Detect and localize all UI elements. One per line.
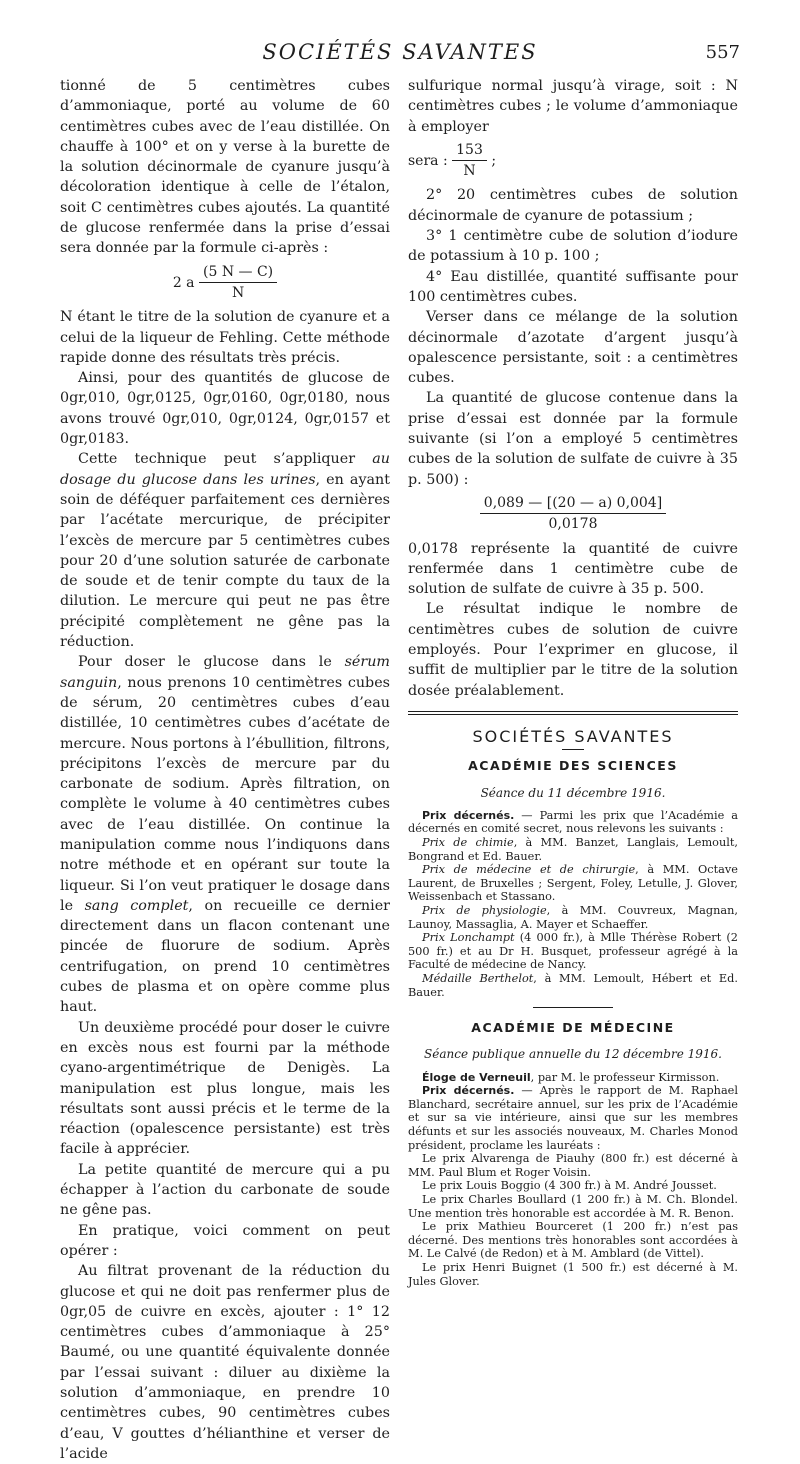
paragraph	[408, 972, 738, 999]
formula-sera	[408, 140, 738, 182]
text-run: Cette technique peut s’appliquer	[78, 451, 373, 468]
paragraph: tionné de 5 centimètres cubes d’ammoniaque, porté au volume de 60 centimètres cubes avec de l’eau distillée. On chauffe à 100° et on y verse à la burette de la solution décinormale de cyanure jusqu’à décoloration identique à celle de l’étalon, soit C centimètres cubes ajoutés. La quantité de glucose renfermée dans la prise d’essai sera donnée par la formule ci-après :	[60, 78, 390, 257]
text-run: — Parmi les prix que l’Académie a décernés en comité secret, nous relevons les suivants :	[408, 808, 738, 836]
paragraph: 0,0178 représente la quantité de cuivre renfermée dans 1 centimètre cube de solution de sulfate de cuivre à 35 p. 500.	[408, 540, 738, 598]
title-rule	[562, 749, 584, 750]
fraction	[199, 262, 277, 304]
seance-date: Séance publique annuelle du 12 décembre 1916.	[424, 1047, 722, 1062]
paragraph: N étant le titre de la solution de cyanure et a celui de la liqueur de Fehling. Cette méthode rapide donne des résultats très précis.	[60, 309, 390, 366]
paragraph: La quantité de glucose contenue dans la prise d’essai est donnée par la formule suivante (si l’on a employé 5 centimètres cubes de la solution de sulfate de cuivre à 35 p. 500) :	[408, 390, 738, 488]
paragraph: Le résultat indique le nombre de centimètres cubes de solution de cuivre employés. Pour l’exprimer en glucose, il suffit de multiplier par le titre de la solution dosée préalablement.	[408, 601, 738, 699]
text-run: , à MM. Banzet, Langlais, Lemoult, Bongrand et Ed. Bauer.	[408, 835, 739, 863]
fraction-numerator: 153	[452, 140, 487, 161]
section-divider	[408, 711, 738, 715]
academie-sciences	[408, 756, 738, 999]
lead-in: Éloge de Verneuil	[422, 1070, 531, 1084]
paragraph	[408, 1084, 738, 1152]
running-head	[60, 40, 740, 70]
emphasis: sang complet	[84, 897, 189, 914]
academy-title: ACADÉMIE DES SCIENCES	[468, 758, 678, 774]
text-run: (4 000 fr.), à Mlle Thérèse Robert (2 500 fr.) et au Dr H. Busquet, professeur agrégé à la Faculté de médecine de Nancy.	[408, 931, 738, 972]
paragraph	[60, 449, 390, 652]
paragraph: Ainsi, pour des quantités de glucose de 0gr,010, 0gr,0125, 0gr,0160, 0gr,0180, nous avons trouvé 0gr,010, 0gr,0124, 0gr,0157 et 0gr,0183.	[60, 370, 390, 448]
emphasis: Prix de médecine et de chirurgie	[422, 863, 636, 877]
text-run: — Après le rapport de M. Raphael Blanchard, secrétaire annuel, sur les prix de l’Académie et sur sa vie intérieure, ainsi que sur les membres défunts et sur les associés nouveaux, M. Charles Monod président, proclame les lauréats :	[408, 1084, 738, 1152]
paragraph	[408, 904, 738, 931]
list-item: Le prix Charles Boullard (1 200 fr.) à M. Ch. Blondel. Une mention très honorable est accordée à M. R. Benon.	[408, 1193, 738, 1220]
formula-cuivre	[408, 493, 738, 535]
formula-glucose	[60, 262, 390, 304]
academy-body	[408, 809, 738, 999]
text-run: , on recueille ce dernier directement dans un flacon contenant une pincée de fluorure de sodium. Après centrifugation, on prend 10 centimètres cubes de plasma et on opère comme plus haut.	[60, 897, 390, 1016]
formula-prefix: sera :	[408, 152, 448, 169]
fraction-numerator: 0,089 — [(20 — a) 0,004]	[480, 493, 666, 514]
lead-in: Prix décernés.	[422, 808, 515, 822]
fraction-numerator: (5 N — C)	[199, 262, 277, 283]
left-column	[60, 76, 390, 1464]
emphasis: Médaille Berthelot	[422, 971, 534, 985]
paragraph	[408, 863, 738, 904]
academie-medecine	[408, 1018, 738, 1288]
paragraph	[60, 652, 390, 1017]
academy-title: ACADÉMIE DE MÉDECINE	[471, 1020, 675, 1036]
text-run: , à MM. Lemoult, Hébert et Ed. Bauer.	[408, 971, 738, 999]
academy-body	[408, 1071, 738, 1289]
list-item: Le prix Henri Buignet (1 500 fr.) est décerné à M. Jules Glover.	[408, 1261, 738, 1288]
emphasis: Prix de chimie	[422, 835, 514, 849]
right-column	[408, 76, 738, 1288]
paragraph	[408, 931, 738, 972]
text-run: , nous prenons 10 centimètres cubes de sérum, 20 centimètres cubes d’eau distillée, 10 centimètres cubes d’acétate de mercure. Nous portons à l’ébullition, filtrons, précipitons l’excès de mercure par du carbonate de sodium. Après filtration, on complète le volume à 40 centimètres cubes avec de l’eau distillée. On continue la manipulation comme nous l’indiquons dans notre méthode et en opérant sur toute la liqueur. Si l’on veut pratiquer le dosage dans le	[60, 674, 390, 914]
emphasis: au dosage du glucose dans les urines	[60, 451, 390, 488]
section-title: SOCIÉTÉS SAVANTES	[472, 726, 674, 746]
fraction	[452, 140, 487, 182]
emphasis: Prix Lonchampt	[422, 931, 515, 945]
text-run: Pour doser le glucose dans le	[78, 654, 345, 671]
fraction-denominator: 0,0178	[548, 516, 598, 533]
formula-suffix: ;	[491, 152, 497, 169]
paragraph: Au filtrat provenant de la réduction du glucose et qui ne doit pas renfermer plus de 0gr,05 de cuivre en excès, ajouter : 1° 12 centimètres cubes d’ammoniaque à 25° Baumé, ou une quantité équivalente donnée par l’essai suivant : diluer au dixième la solution d’ammoniaque, en prendre 10 centimètres cubes, 90 centimètres cubes d’eau, V gouttes d’hélianthine et verser de l’acide	[60, 1263, 390, 1462]
formula-prefix: 2 a	[172, 274, 195, 291]
paragraph: 3° 1 centimètre cube de solution d’iodure de potassium à 10 p. 100 ;	[408, 228, 738, 265]
fraction-denominator: N	[231, 284, 245, 301]
emphasis: sérum sanguin	[60, 654, 390, 691]
paragraph: La petite quantité de mercure qui a pu échapper à l’action du carbonate de soude ne gêne pas.	[60, 1161, 390, 1219]
paragraph: 4° Eau distillée, quantité suffisante pour 100 centimètres cubes.	[408, 268, 738, 305]
emphasis: Prix de physiologie	[422, 903, 547, 917]
lead-in: Prix décernés.	[422, 1084, 515, 1098]
list-item: Le prix Mathieu Bourceret (1 200 fr.) n’est pas décerné. Des mentions très honorables sont accordées à M. Le Calvé (de Redon) et à M. Amblard (de Vittel).	[408, 1220, 738, 1261]
academy-divider	[533, 1007, 613, 1008]
text-run: , à MM. Couvreux, Magnan, Launoy, Massaglia, A. Mayer et Schaeffer.	[408, 903, 738, 931]
paragraph	[408, 836, 738, 863]
paragraph: 2° 20 centimètres cubes de solution décinormale de cyanure de potassium ;	[408, 187, 738, 224]
paragraph: En pratique, voici comment on peut opérer :	[60, 1222, 390, 1259]
list-item: Le prix Louis Boggio (4 300 fr.) à M. André Jousset.	[422, 1179, 717, 1193]
fraction	[480, 493, 666, 535]
paragraph	[408, 809, 738, 836]
text-run: , par M. le professeur Kirmisson.	[530, 1070, 720, 1084]
fraction-denominator: N	[463, 163, 476, 180]
list-item: Le prix Alvarenga de Piauhy (800 fr.) est décerné à MM. Paul Blum et Roger Voisin.	[408, 1152, 738, 1179]
paragraph	[408, 1071, 738, 1085]
paragraph: Verser dans ce mélange de la solution décinormale d’azotate d’argent jusqu’à opalescence persistante, soit : a centimètres cubes.	[408, 309, 738, 387]
paragraph: sulfurique normal jusqu’à virage, soit : N centimètres cubes ; le volume d’ammoniaque à employer	[408, 78, 738, 135]
running-title: SOCIÉTÉS SAVANTES	[262, 40, 538, 64]
text-run: , à MM. Octave Laurent, de Bruxelles ; Sergent, Foley, Letulle, J. Glover, Weissenbach et Stassano.	[408, 863, 738, 904]
seance-date: Séance du 11 décembre 1916.	[480, 785, 666, 800]
page-number: 557	[705, 42, 740, 63]
text-run: , en ayant soin de déféquer parfaitement ces dernières par l’acétate mercurique, de précipiter l’excès de mercure par 5 centimètres cubes pour 20 d’une solution saturée de carbonate de soude et de tenir compte du taux de la dilution. Le mercure qui peut ne pas être précipité complètement ne gêne pas la réduction.	[60, 471, 390, 651]
paragraph: Un deuxième procédé pour doser le cuivre en excès nous est fourni par la méthode cyano-argentimétrique de Denigès. La manipulation est plus longue, mais les résultats sont aussi précis et le terme de la réaction (opalescence persistante) est très facile à apprécier.	[60, 1019, 390, 1158]
